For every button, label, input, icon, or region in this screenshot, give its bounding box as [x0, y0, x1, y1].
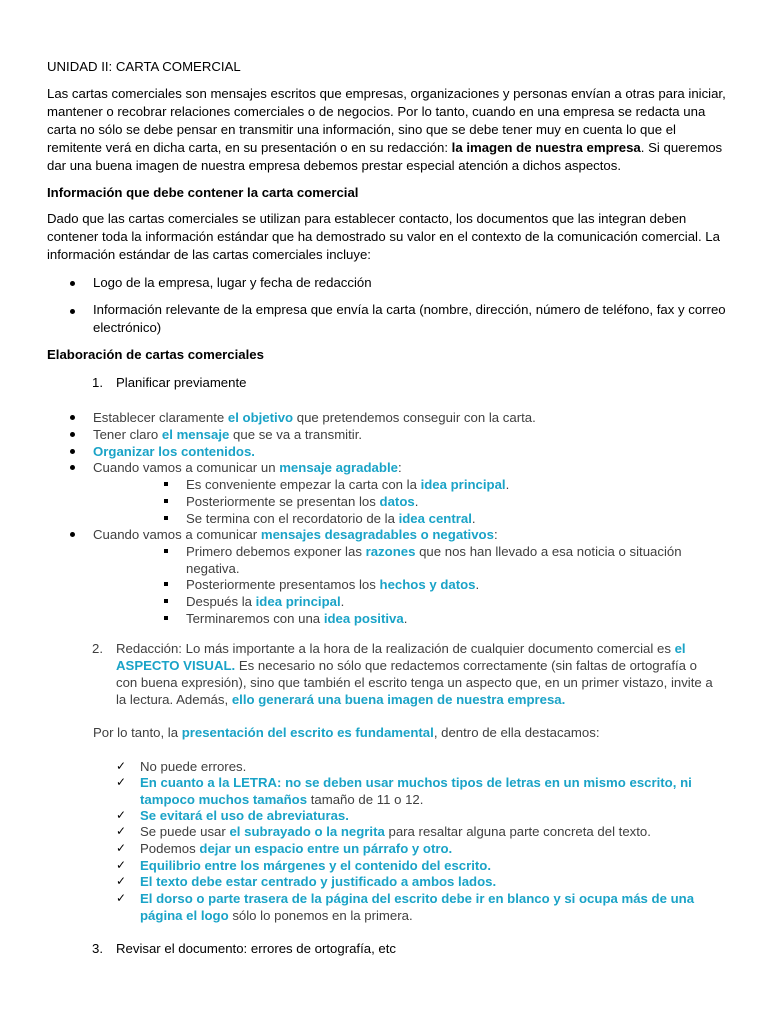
- plan-subitem: Posteriormente se presentan los datos.: [186, 494, 419, 509]
- bullet-icon: [70, 432, 75, 437]
- check-item: El texto debe estar centrado y justificado a ambos lados.: [140, 874, 497, 889]
- info-item: Logo de la empresa, lugar y fecha de redacción: [93, 275, 372, 290]
- square-bullet-icon: [164, 599, 168, 603]
- plan-subitem: Es conveniente empezar la carta con la idea principal.: [186, 477, 510, 492]
- intro-bold: la imagen de nuestra empresa: [451, 140, 641, 155]
- plan-subitem: Terminaremos con una idea positiva.: [186, 611, 408, 626]
- presentation-paragraph: Por lo tanto, la presentación del escrito es fundamental, dentro de ella destacamos:: [93, 725, 600, 740]
- square-bullet-icon: [164, 499, 168, 503]
- check-item: En cuanto a la LETRA: no se deben usar muchos tipos de letras en un mismo escrito, ni tampoco muchos tamaños tamaño de 11 o 12.: [140, 775, 692, 807]
- step3-label: Revisar el documento: errores de ortografía, etc: [116, 941, 397, 956]
- check-item: No puede errores.: [140, 759, 247, 774]
- check-icon: ✓: [116, 775, 127, 789]
- bullet-icon: [70, 532, 75, 537]
- plan-subitem: Posteriormente presentamos los hechos y datos.: [186, 577, 480, 592]
- step2-paragraph: Redacción: Lo más importante a la hora de la realización de cualquier documento comercial es el ASPECTO VISUAL. Es necesario no sólo que redactemos correctamente (sin faltas de ortografía o con buena expresión), sino que también el escrito tenga un aspecto que, en un primer vistazo, invite a la lectura. Además, ello generará una buena imagen de nuestra empresa.: [116, 641, 713, 707]
- check-icon: ✓: [116, 824, 127, 838]
- check-item: Podemos dejar un espacio entre un párrafo y otro.: [140, 841, 453, 856]
- check-item: Equilibrio entre los márgenes y el contenido del escrito.: [140, 858, 492, 873]
- plan-subitem: Primero debemos exponer las razones que nos han llevado a esa noticia o situación negativa.: [186, 544, 682, 576]
- intro-text: Las cartas comerciales son mensajes escritos que empresas, organizaciones y personas envían a otras para iniciar, mantener o recobrar relaciones comerciales o de negocios. Por lo tanto, cuando en una empresa se redacta una carta no sólo se debe pensar en transmitir una información, sino que se debe tener muy en cuenta lo que el remitente verá en dicha carta, en su presentación o en su redacción:: [47, 86, 726, 155]
- check-item: El dorso o parte trasera de la página del escrito debe ir en blanco y si ocupa más de una página el logo sólo lo ponemos en la primera.: [140, 891, 695, 923]
- plan-subitem: Después la idea principal.: [186, 594, 345, 609]
- document-title: UNIDAD II: CARTA COMERCIAL: [47, 59, 241, 74]
- step-number: 1.: [92, 375, 103, 390]
- plan-item-organize: Organizar los contenidos.: [93, 444, 255, 459]
- square-bullet-icon: [164, 582, 168, 586]
- intro-text-end: . Si queremos dar una buena imagen de nuestra empresa debemos prestar especial atención a dichos aspectos.: [47, 140, 723, 173]
- heading-info: Información que debe contener la carta comercial: [47, 185, 359, 200]
- square-bullet-icon: [164, 482, 168, 486]
- intro-paragraph: [47, 85, 727, 175]
- square-bullet-icon: [164, 616, 168, 620]
- step1-label: Planificar previamente: [116, 375, 247, 390]
- plan-item-negative: Cuando vamos a comunicar mensajes desagradables o negativos:: [93, 527, 498, 542]
- check-icon: ✓: [116, 874, 127, 888]
- check-icon: ✓: [116, 808, 127, 822]
- step-number: 3.: [92, 941, 103, 956]
- plan-item-message: Tener claro el mensaje que se va a transmitir.: [93, 427, 363, 442]
- bullet-icon: [70, 465, 75, 470]
- info-paragraph: Dado que las cartas comerciales se utilizan para establecer contacto, los documentos que las integran deben contener toda la información estándar que ha demostrado su valor en el contexto de la comunicación comercial. La información estándar de las cartas comerciales incluye:: [47, 211, 720, 262]
- bullet-icon: [70, 281, 75, 286]
- check-icon: ✓: [116, 759, 127, 773]
- plan-item-objective: Establecer claramente el objetivo que pretendemos conseguir con la carta.: [93, 410, 536, 425]
- check-item: Se evitará el uso de abreviaturas.: [140, 808, 349, 823]
- check-item: Se puede usar el subrayado o la negrita para resaltar alguna parte concreta del texto.: [140, 824, 651, 839]
- step-number: 2.: [92, 641, 103, 656]
- info-item: Información relevante de la empresa que envía la carta (nombre, dirección, número de teléfono, fax y correo electrónico): [93, 302, 726, 335]
- heading-elab: Elaboración de cartas comerciales: [47, 347, 264, 362]
- bullet-icon: [70, 449, 75, 454]
- check-icon: ✓: [116, 858, 127, 872]
- check-icon: ✓: [116, 841, 127, 855]
- check-icon: ✓: [116, 891, 127, 905]
- bullet-icon: [70, 415, 75, 420]
- square-bullet-icon: [164, 549, 168, 553]
- plan-item-pleasant: Cuando vamos a comunicar un mensaje agradable:: [93, 460, 402, 475]
- bullet-icon: [70, 309, 75, 314]
- square-bullet-icon: [164, 516, 168, 520]
- plan-subitem: Se termina con el recordatorio de la idea central.: [186, 511, 476, 526]
